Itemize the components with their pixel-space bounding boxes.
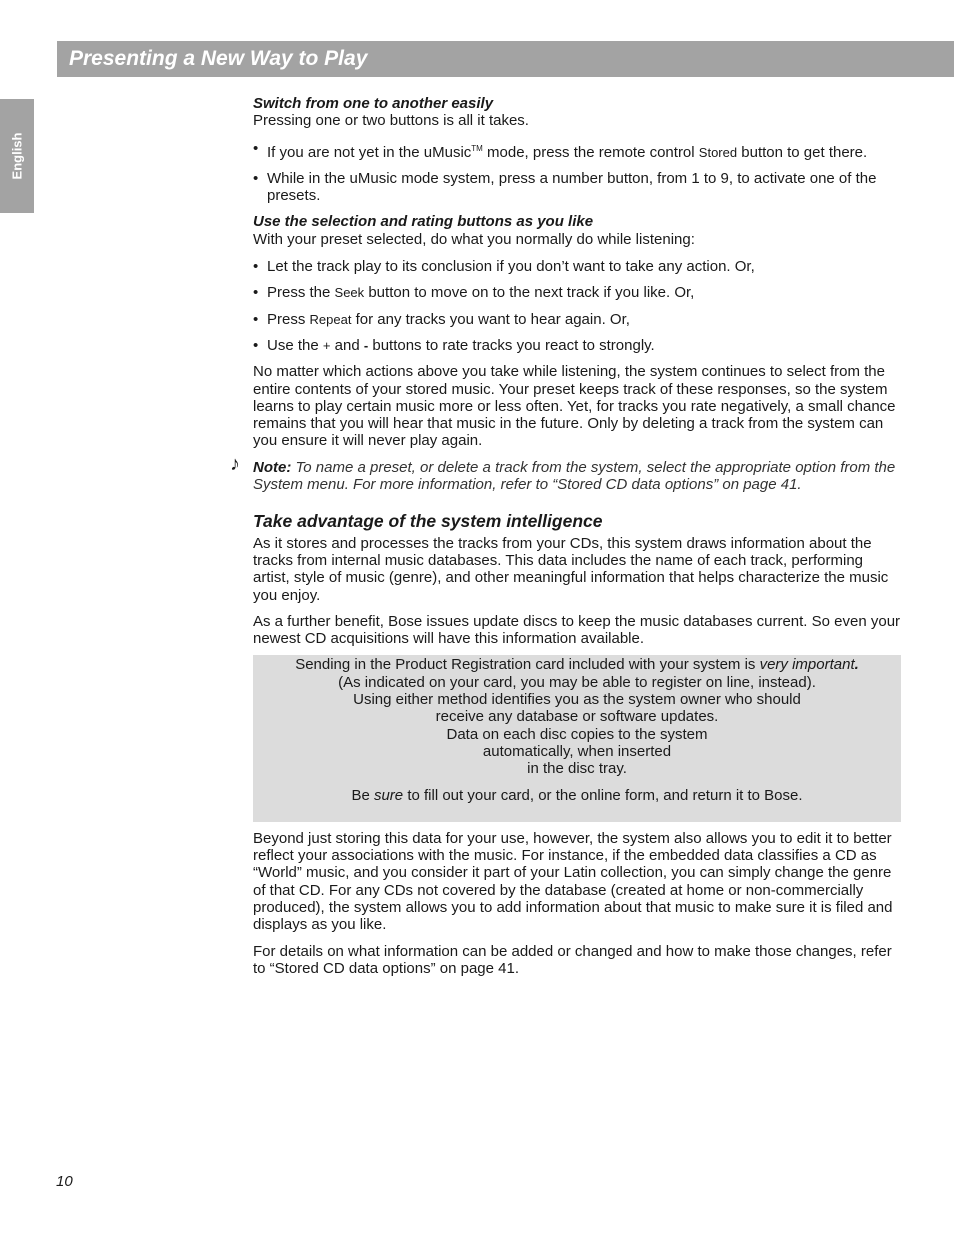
repeat-key-label: Repeat <box>309 311 352 327</box>
page-number: 10 <box>56 1173 73 1190</box>
callout-line: receive any database or software updates. <box>435 708 719 726</box>
callout-line: Using either method identifies you as the system owner who should <box>353 691 801 709</box>
list-item: • Press the Seek button to move on to the next track if you like. Or, <box>253 284 901 301</box>
main-content <box>230 95 901 977</box>
list-item: • Press Repeat for any tracks you want to hear again. Or, <box>253 311 901 328</box>
switch-intro: Pressing one or two buttons is all it takes. <box>253 112 529 130</box>
callout-line: Data on each disc copies to the system <box>446 725 708 743</box>
registration-callout <box>253 655 901 821</box>
switch-heading: Switch from one to another easily <box>253 95 494 112</box>
list-item: • Use the + and - buttons to rate tracks you react to strongly. <box>253 337 901 354</box>
selection-intro: With your preset selected, do what you normally do while listening: <box>253 230 695 248</box>
language-tab <box>0 99 34 213</box>
selection-heading: Use the selection and rating buttons as you like <box>253 213 594 231</box>
callout-line: Sending in the Product Registration card included with your system is very important. <box>295 656 859 674</box>
music-note-icon: ♪ <box>230 452 240 475</box>
minus-key-label: - <box>363 337 369 353</box>
stored-key-label: Stored <box>698 144 738 160</box>
intelligence-paragraph-1: As it stores and processes the tracks from your CDs, this system draws information about the tracks from internal music databases. This data includes the name of each track, performing artist, style of music (genre), and other meaningful information that helps characterize the music you enjoy. <box>253 534 889 604</box>
list-item: • Let the track play to its conclusion if you don’t want to take any action. Or, <box>253 258 901 275</box>
callout-line: automatically, when inserted <box>482 742 672 760</box>
page-title: Presenting a New Way to Play <box>69 47 368 70</box>
plus-key-label: + <box>322 337 331 353</box>
section-title: Take advantage of the system intelligence <box>253 511 603 532</box>
closing-paragraph-1: Beyond just storing this data for your use, however, the system also allows you to edit it to better reflect your associations with the music. For instance, if the embedded data classifies a CD as “World” music, and you consider it part of your Latin collection, you can simply change the genre of that CD. For any CDs not covered by the database (created at home or non-commercially produced), the system allows you to add information about that music to make sure it is filed and displays as you like. <box>253 829 893 934</box>
list-item: • While in the uMusic mode system, press a number button, from 1 to 9, to activate one of the presets. <box>253 170 901 205</box>
list-item: • If you are not yet in the uMusic™ mode, press the remote control Stored button to get there. <box>253 140 901 161</box>
selection-bullet-list <box>253 258 901 354</box>
header-bar <box>57 41 954 77</box>
language-tab-label: English <box>9 132 25 180</box>
note-text: To name a preset, or delete a track from the system, select the appropriate option from the System menu. For more information, refer to “Stored CD data options” on page 41. <box>253 458 896 494</box>
seek-key-label: Seek <box>334 285 365 301</box>
note-block <box>230 452 901 494</box>
note-label: Note: <box>253 458 292 476</box>
selection-paragraph: No matter which actions above you take while listening, the system continues to select from the entire contents of your stored music. Your preset keeps track of these responses, so the system learns to play certain music more or less often. Yet, for tracks you rate negatively, a small chance remains that you will hear that music in the future. Only by deleting a track from the system can you ensure it will never play again. <box>253 363 896 450</box>
trademark-mark: TM <box>471 143 483 153</box>
intelligence-paragraph-2: As a further benefit, Bose issues update discs to keep the music databases current. So even your newest CD acquisitions will have this information available. <box>253 612 901 648</box>
callout-line: in the disc tray. <box>527 760 627 778</box>
callout-line: (As indicated on your card, you may be able to register on line, instead). <box>338 673 816 691</box>
closing-paragraph-2: For details on what information can be added or changed and how to make those changes, refer to “Stored CD data options” on page 41. <box>253 942 892 977</box>
callout-line: Be sure to fill out your card, or the online form, and return it to Bose. <box>351 786 803 804</box>
switch-bullet-list <box>253 140 901 205</box>
